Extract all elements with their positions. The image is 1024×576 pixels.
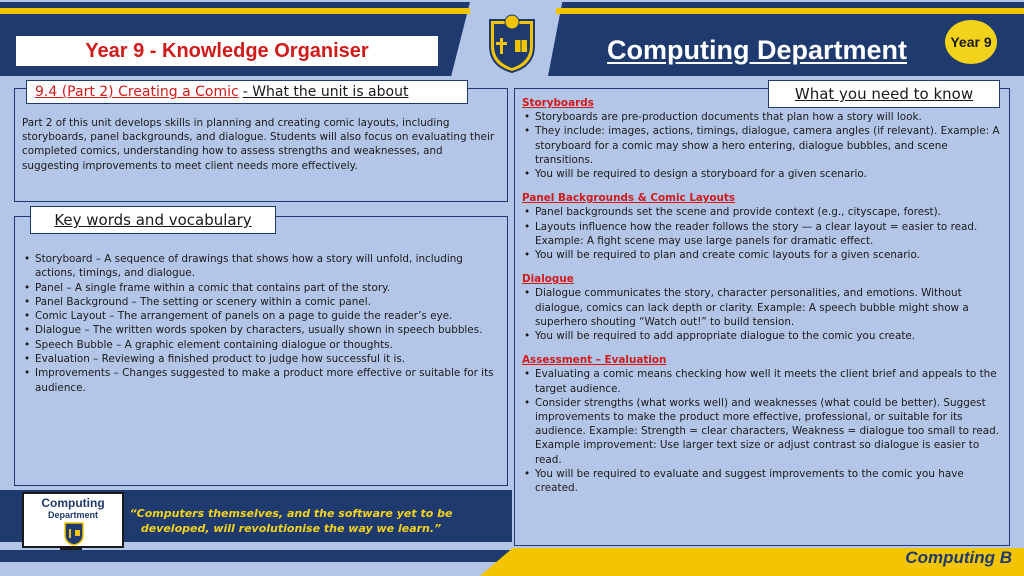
section-list: [522, 205, 1004, 262]
section-heading: Dialogue: [522, 273, 574, 286]
list-item: • Consider strengths (what works well) and weaknesses (what could be better). Suggest improvements to make the product more effective, professional, or suitable for its audience. Example: Strength = clear characters, Weakness = dialogue too small to read. Example improvement: Use larger text size or adjust contrast so dialogue is easier to read.: [522, 396, 1004, 467]
about-text: Part 2 of this unit develops skills in planning and creating comic layouts, including storyboards, panel backgrounds, and dialogue. Students will also focus on evaluating their completed comics, understanding how to assess strengths and weaknesses, and suggesting improvements to meet client needs more effectively.: [22, 117, 495, 172]
section-heading: Assessment – Evaluation: [522, 354, 667, 367]
department-title: Computing Department: [607, 34, 907, 65]
list-item: • You will be required to plan and create comic layouts for a given scenario.: [522, 248, 1004, 262]
list-item: • Evaluating a comic means checking how well it meets the client brief and appeals to the target audience.: [522, 367, 1004, 395]
section-list: [522, 286, 1004, 343]
list-item: • You will be required to evaluate and suggest improvements to the comic you have created.: [522, 467, 1004, 495]
know-section-storyboards: [522, 96, 1004, 181]
list-item: • Layouts influence how the reader follows the story — a clear layout = easier to read. Example: A fight scene may use large panels for dramatic effect.: [522, 220, 1004, 248]
keyword-item: • Panel Background – The setting or scenery within a comic panel.: [22, 295, 500, 309]
know-section-dialogue: [522, 272, 1004, 343]
keyword-item: • Dialogue – The written words spoken by characters, usually shown in speech bubbles.: [22, 323, 500, 337]
know-section-panels: [522, 191, 1004, 262]
about-tab: [26, 80, 468, 104]
list-item: • You will be required to add appropriate dialogue to the comic you create.: [522, 329, 1004, 343]
keyword-item: • Improvements – Changes suggested to make a product more effective or suitable for its audience.: [22, 366, 500, 395]
keyword-item: • Storyboard – A sequence of drawings that shows how a story will unfold, including actions, timings, and dialogue.: [22, 252, 500, 281]
list-item: • They include: images, actions, timings, dialogue, camera angles (if relevant). Example: A storyboard for a comic may show a hero entering, dialogue bubbles, and scene transitions.: [522, 124, 1004, 167]
banner-gold-stripe-left: [0, 8, 470, 14]
footer-label: Computing B: [905, 548, 1012, 567]
about-tab-caption: - What the unit is about: [242, 84, 409, 100]
section-list: [522, 110, 1004, 181]
quote-text: “Computers themselves, and the software yet to be developed, will revolutionise the way we learn.”: [129, 507, 453, 535]
computer-monitor-icon: [64, 522, 84, 546]
know-section-assessment: [522, 353, 1004, 495]
keywords-list: [22, 252, 500, 395]
keyword-item: • Panel – A single frame within a comic that contains part of the story.: [22, 281, 500, 295]
footer-band: [0, 546, 1024, 576]
page-title: Year 9 - Knowledge Organiser: [14, 34, 440, 68]
keyword-item: • Evaluation – Reviewing a finished product to judge how successful it is.: [22, 352, 500, 366]
logo-line-1: Computing: [41, 496, 105, 510]
about-tab-unit: 9.4 (Part 2) Creating a Comic: [35, 84, 239, 100]
list-item: • Panel backgrounds set the scene and provide context (e.g., cityscape, forest).: [522, 205, 1004, 219]
year-badge: Year 9: [945, 20, 997, 64]
computing-department-logo: [22, 492, 124, 548]
list-item: • You will be required to design a storyboard for a given scenario.: [522, 167, 1004, 181]
list-item: • Dialogue communicates the story, character personalities, and emotions. Without dialogue, comics can lack depth or clarity. Example: A speech bubble might show a superhero shouting “Watch out!” to build tension.: [522, 286, 1004, 329]
logo-line-2: Department: [47, 510, 98, 520]
section-heading: Storyboards: [522, 97, 594, 109]
school-crest-icon: [487, 14, 537, 74]
section-list: [522, 367, 1004, 495]
keyword-item: • Comic Layout – The arrangement of panels on a page to guide the reader’s eye.: [22, 309, 500, 323]
keyword-item: • Speech Bubble – A graphic element containing dialogue or thoughts.: [22, 338, 500, 352]
banner-gold-stripe-right: [556, 8, 1024, 14]
list-item: • Storyboards are pre-production documents that plan how a story will look.: [522, 110, 1004, 124]
know-content: [522, 96, 1004, 505]
know-tab: What you need to know: [768, 80, 1000, 108]
keywords-tab: Key words and vocabulary: [30, 206, 276, 234]
section-heading: Panel Backgrounds & Comic Layouts: [522, 192, 736, 205]
